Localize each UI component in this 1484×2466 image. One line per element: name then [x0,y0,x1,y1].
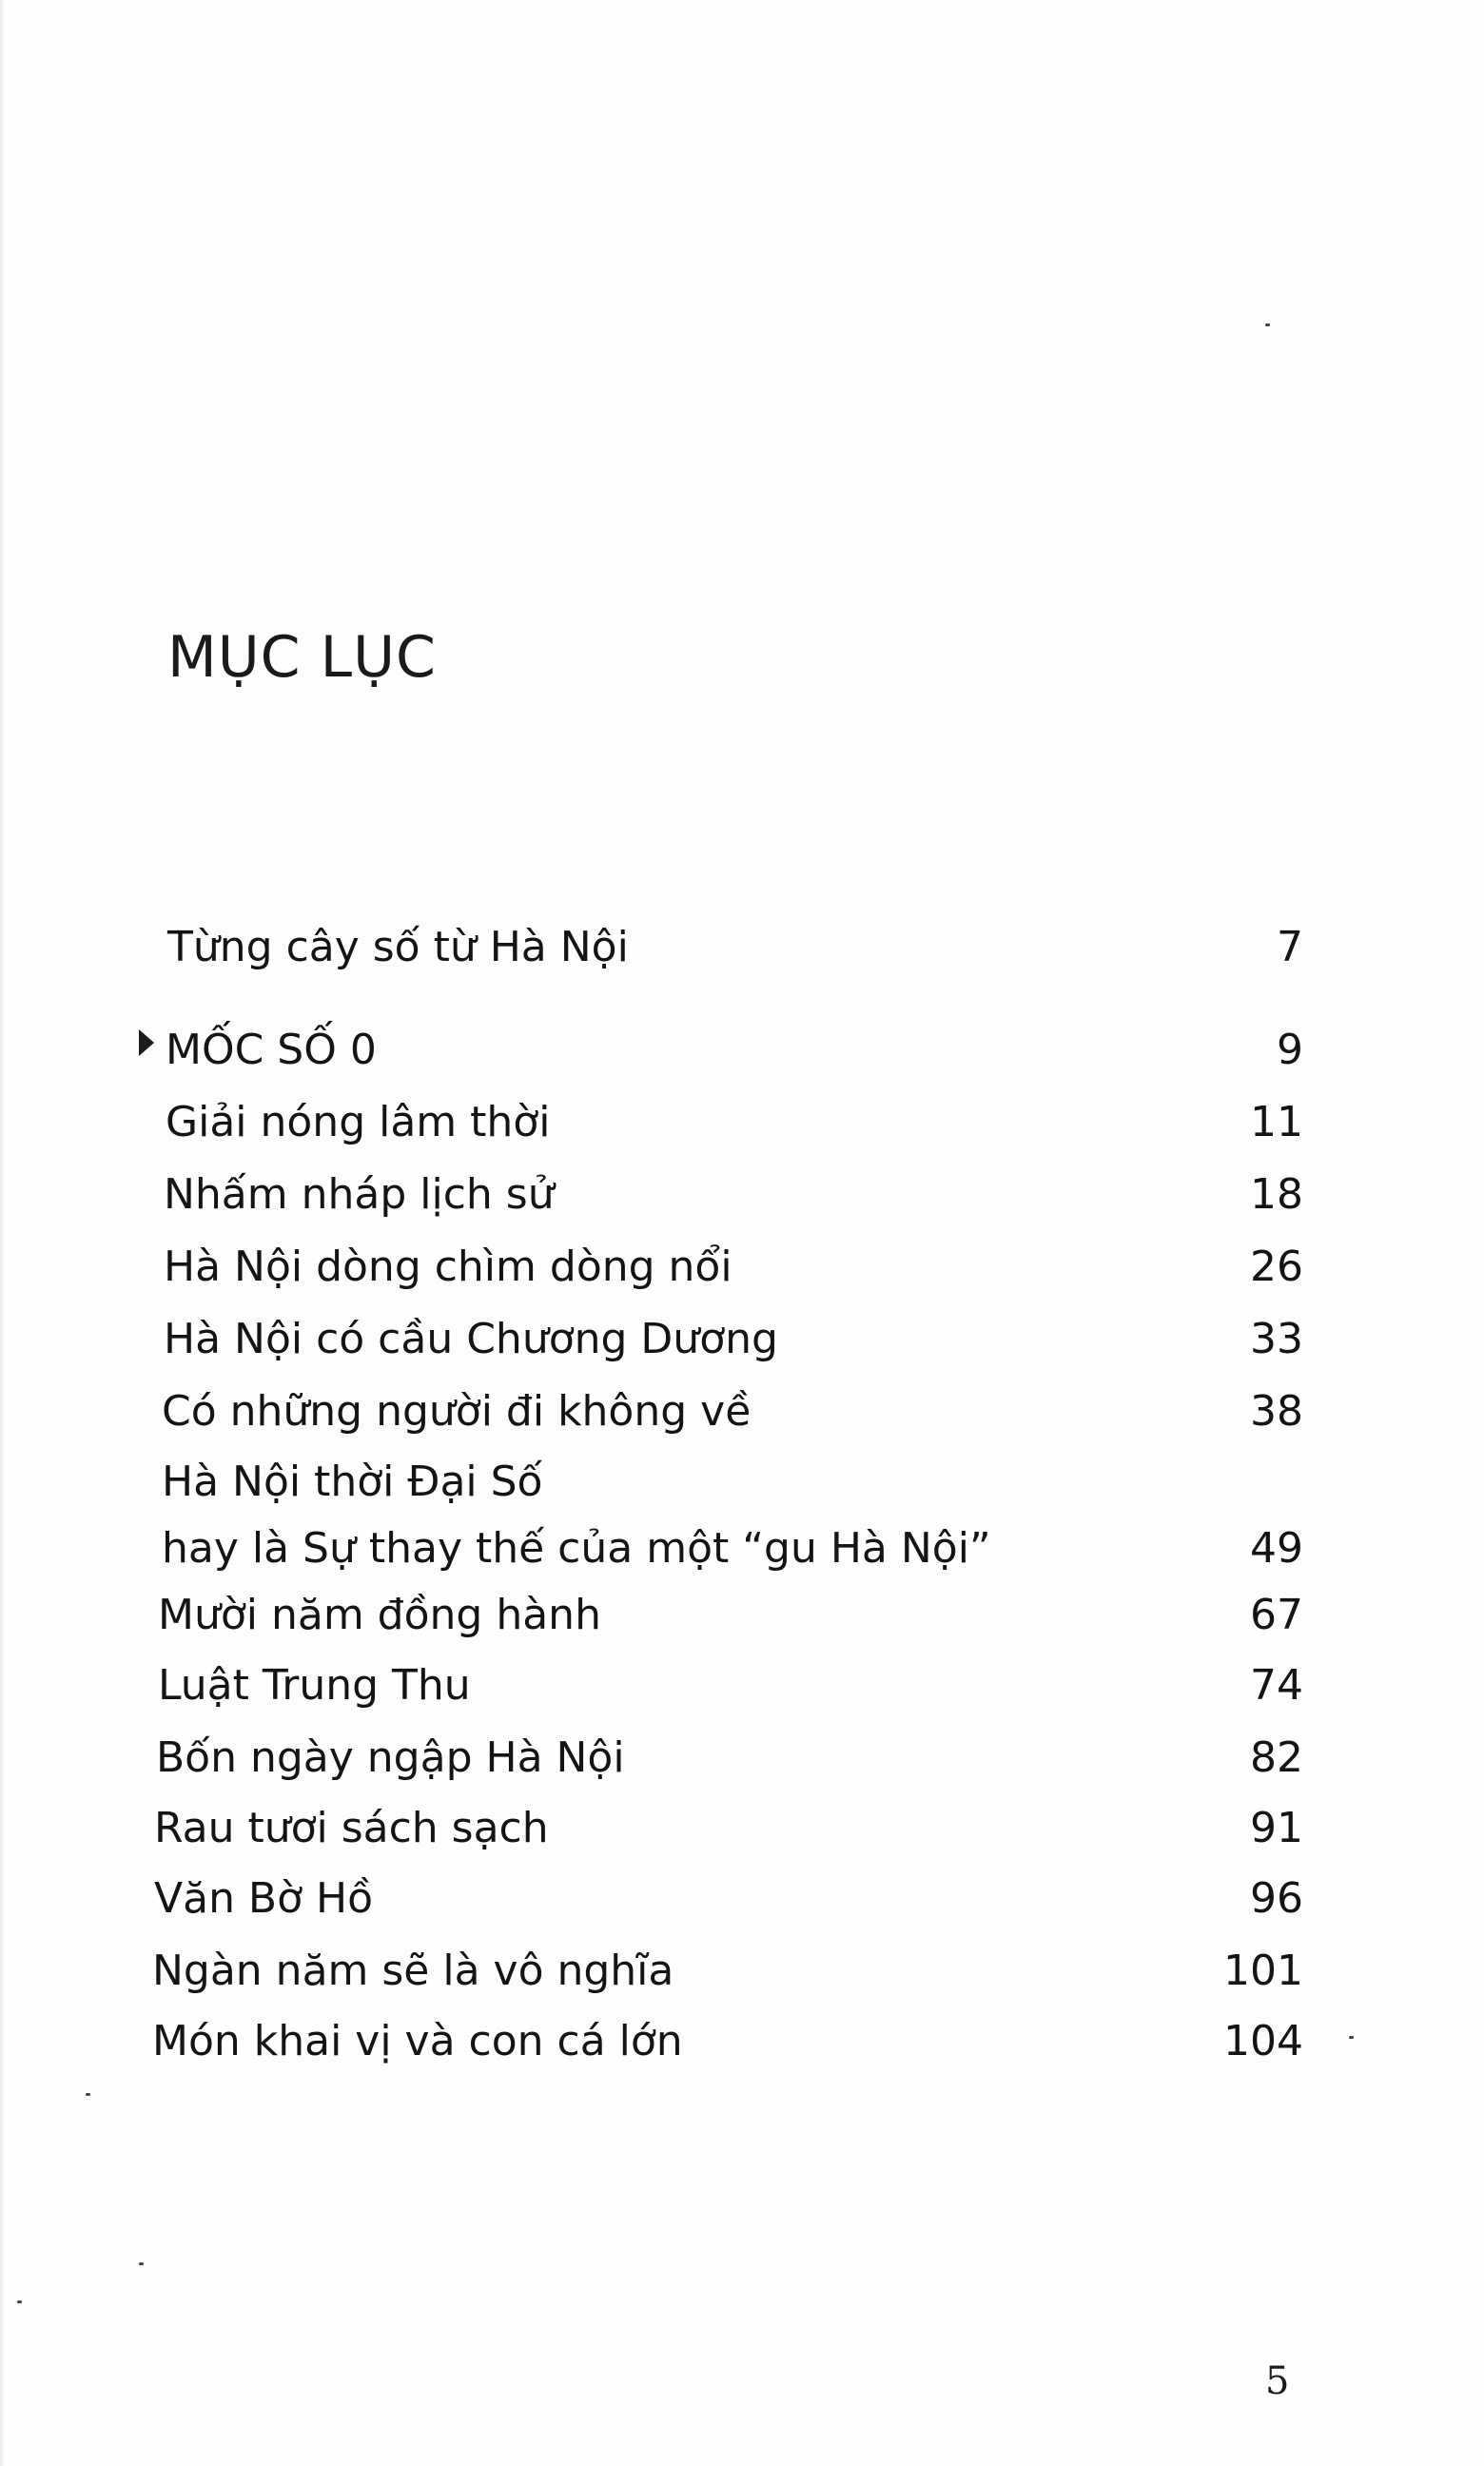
toc-entry-title: Mười năm đồng hành [158,1591,601,1639]
toc-entry-page: 9 [1277,1026,1303,1074]
toc-entry-title: Có những người đi không về [162,1387,752,1436]
print-speck [86,2093,90,2096]
toc-entry-page: 82 [1250,1733,1303,1782]
toc-entry-1[interactable] [152,900,1303,972]
toc-entry-title: Văn Bờ Hồ [154,1874,374,1923]
toc-entry-8-continued[interactable] [152,1501,1303,1574]
page-number: 5 [1265,2359,1290,2403]
toc-entry-14[interactable] [152,1924,1303,1996]
toc-entry-page: 38 [1250,1387,1303,1436]
toc-entry-title: Luật Trung Thu [158,1661,471,1710]
toc-entry-8[interactable] [152,1435,1303,1507]
toc-entry-page: 101 [1223,1947,1303,1995]
toc-entry-title: Món khai vị và con cá lớn [152,2017,683,2065]
toc-entry-9[interactable] [152,1568,1303,1640]
toc-entry-title: Ngàn năm sẽ là vô nghĩa [152,1947,674,1995]
toc-entry-title: Từng cây số từ Hà Nội [167,923,629,971]
toc-entry-page: 96 [1250,1874,1303,1923]
toc-entry-10[interactable] [152,1638,1303,1711]
toc-entry-page: 7 [1277,923,1303,971]
toc-entry-2[interactable] [152,1003,1303,1075]
toc-entry-page: 104 [1223,2017,1303,2065]
toc-entry-12[interactable] [152,1781,1303,1853]
toc-entry-title: Bốn ngày ngập Hà Nội [156,1733,625,1782]
toc-entry-title: Hà Nội thời Đại Số [162,1458,543,1506]
toc-entry-title: MỐC SỐ 0 [166,1026,377,1074]
toc-entry-title: Rau tươi sách sạch [154,1804,549,1852]
toc-entry-7[interactable] [152,1364,1303,1437]
toc-entry-title: Hà Nội có cầu Chương Dương [164,1315,778,1363]
toc-entry-4[interactable] [152,1147,1303,1220]
toc-entry-page: 26 [1250,1243,1303,1291]
toc-entry-3[interactable] [152,1075,1303,1147]
toc-entry-title: hay là Sự thay thế của một “gu Hà Nội” [162,1524,991,1573]
toc-entry-6[interactable] [152,1292,1303,1364]
toc-entry-11[interactable] [152,1711,1303,1783]
toc-entry-title: Nhấm nháp lịch sử [164,1170,555,1219]
toc-entry-5[interactable] [152,1220,1303,1292]
page-title: MỤC LỤC [167,624,437,691]
toc-entry-title: Giải nóng lâm thời [166,1098,551,1146]
print-speck [17,2300,22,2303]
toc-entry-15[interactable] [152,1994,1303,2066]
toc-entry-page: 49 [1250,1524,1303,1573]
toc-entry-page: 33 [1250,1315,1303,1363]
toc-entry-title: Hà Nội dòng chìm dòng nổi [164,1243,732,1291]
toc-entry-page: 91 [1250,1804,1303,1852]
print-speck [1349,2036,1354,2039]
toc-entry-13[interactable] [152,1851,1303,1924]
print-speck [139,2262,144,2265]
toc-entry-page: 67 [1250,1591,1303,1639]
toc-entry-page: 74 [1250,1661,1303,1710]
toc-entry-page: 11 [1250,1098,1303,1146]
print-speck [1265,323,1270,326]
toc-entry-page: 18 [1250,1170,1303,1219]
